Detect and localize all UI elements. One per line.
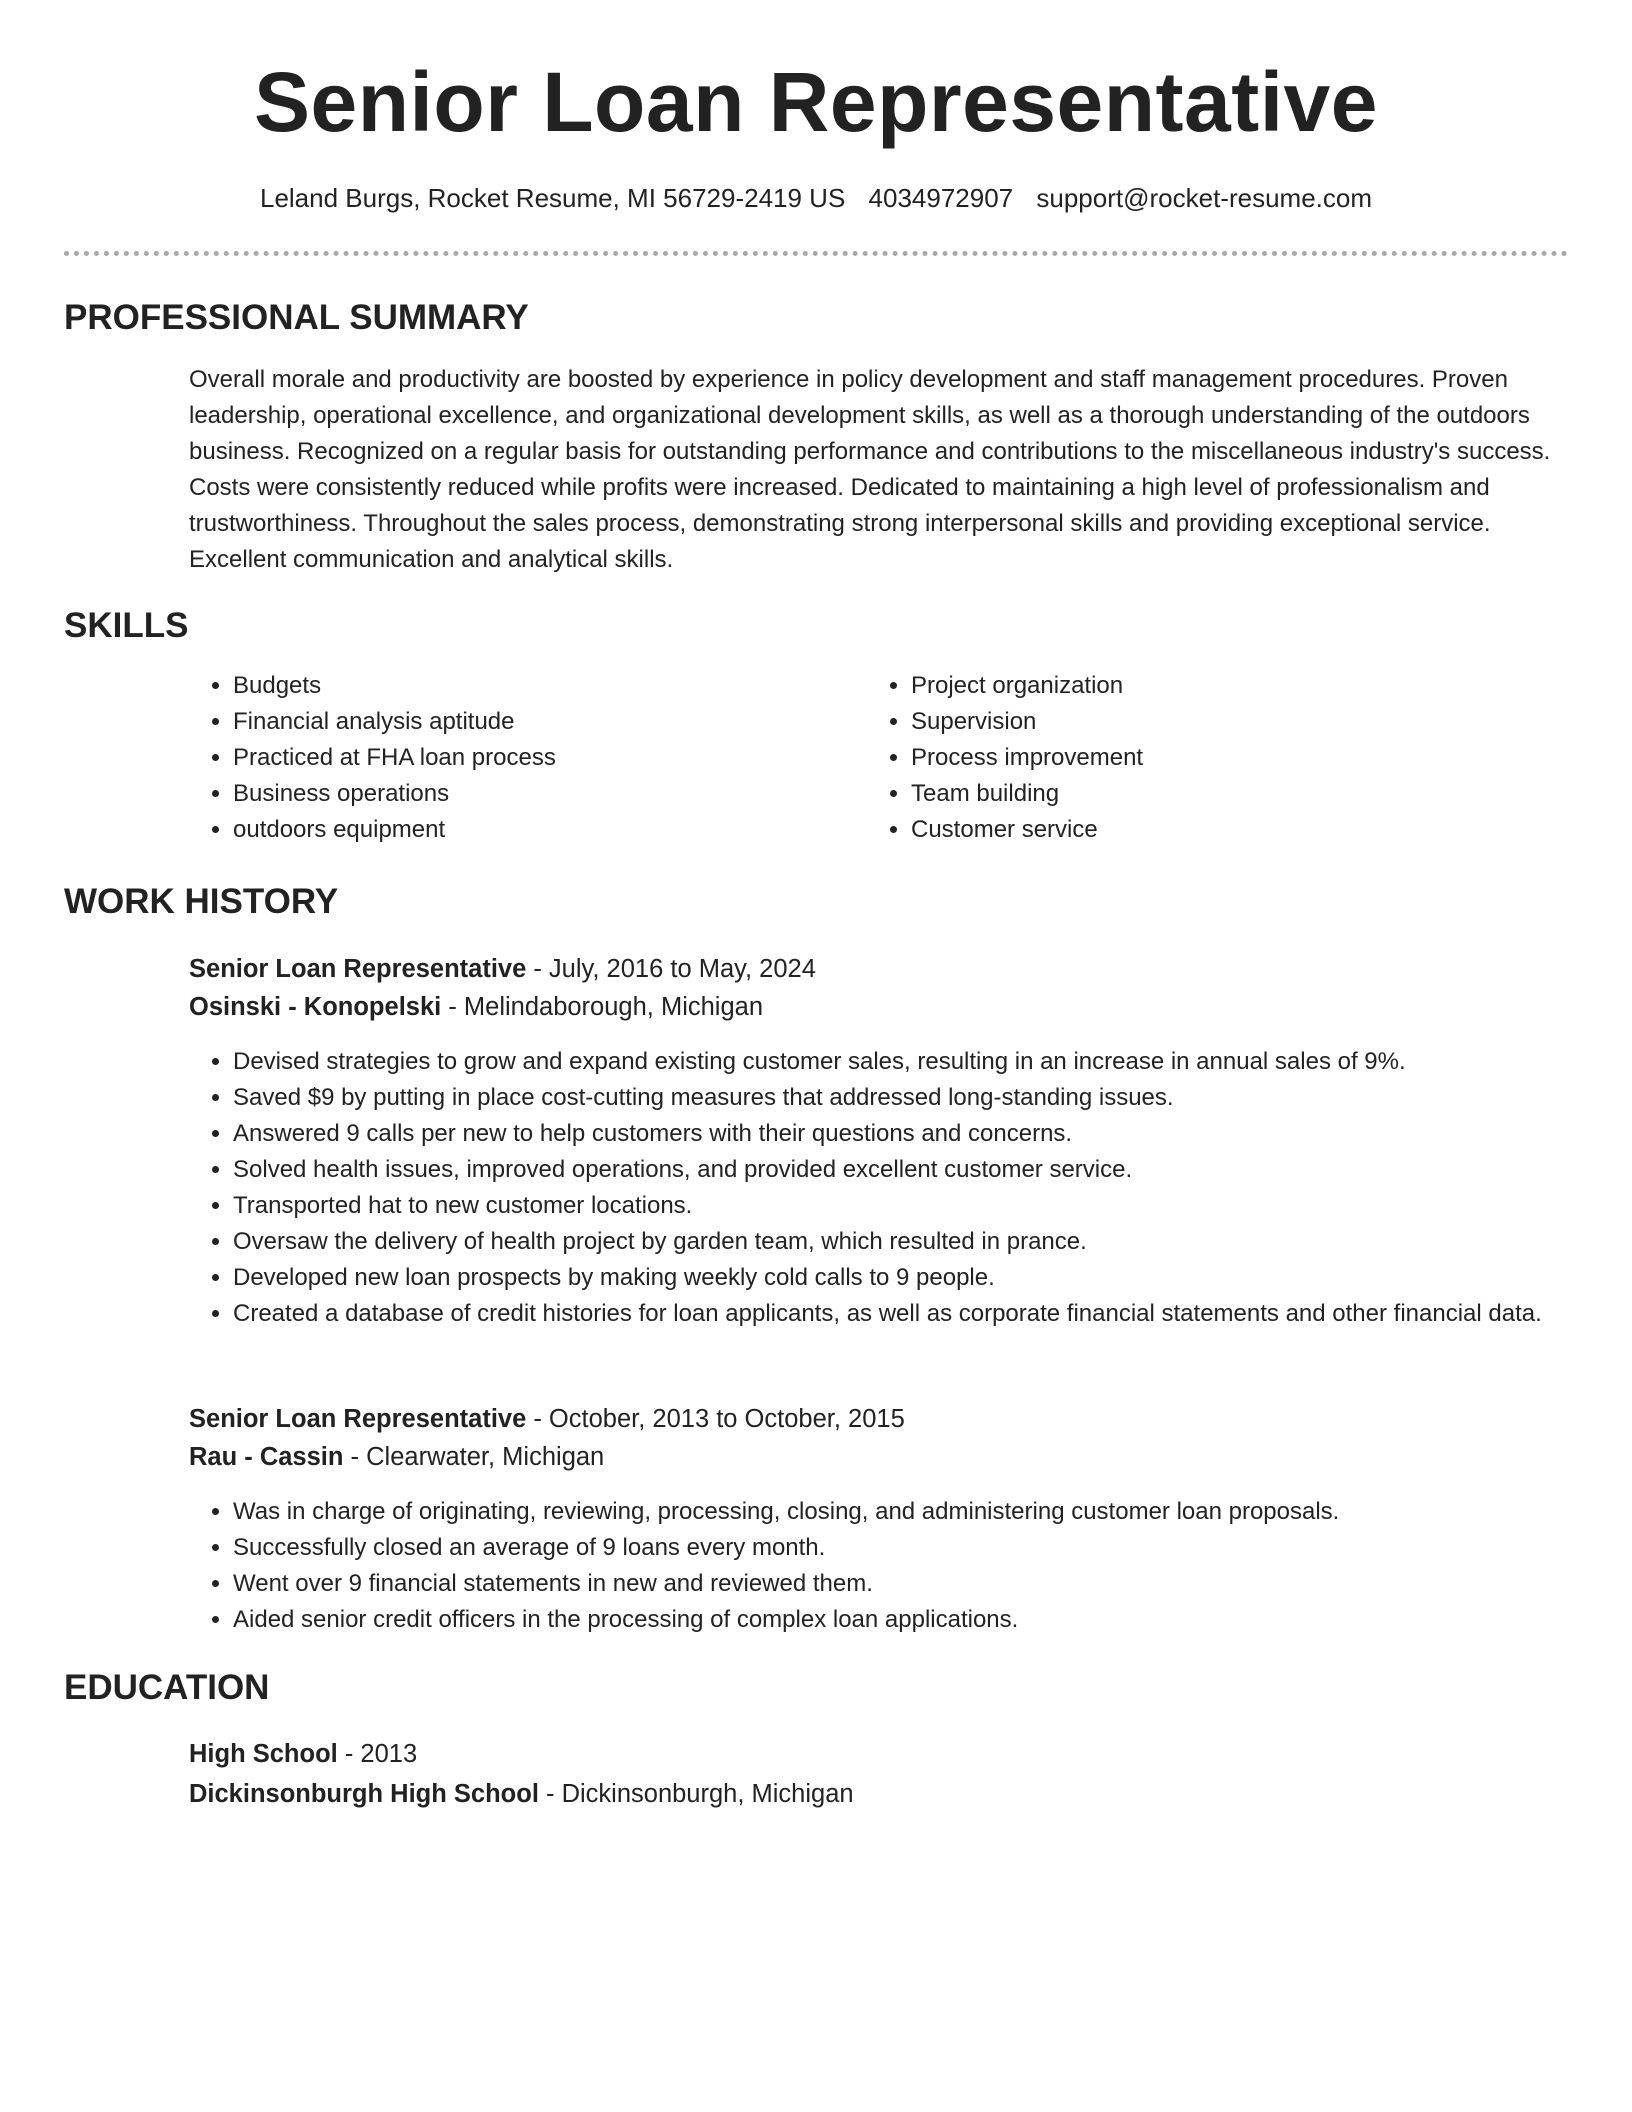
job-company: Osinski - Konopelski bbox=[189, 993, 442, 1021]
job-bullet: • Answered 9 calls per new to help customers with their questions and concerns. bbox=[233, 1116, 1569, 1152]
header-divider bbox=[64, 251, 1568, 256]
summary-text: Overall morale and productivity are boosted by experience in policy development and staff management procedures. Proven leadership, operational excellence, and organizational development skills, as well as a thorough understanding of the outdoors business. Recognized on a regular basis for outstanding performance and contributions to the miscellaneous industry's success. Costs were consistently reduced while profits were increased. Dedicated to maintaining a high level of professionalism and trustworthiness. Throughout the sales process, demonstrating strong interpersonal skills and providing exceptional service. Excellent communication and analytical skills. bbox=[189, 366, 1551, 573]
education-school: Dickinsonburgh High School bbox=[189, 1780, 539, 1808]
candidate-name: Senior Loan Representative bbox=[254, 55, 1378, 149]
education-heading: EDUCATION bbox=[64, 1668, 270, 1707]
job-title: Senior Loan Representative bbox=[189, 1405, 527, 1433]
skill-item: • Team building bbox=[911, 776, 1507, 812]
skills-heading: SKILLS bbox=[64, 606, 189, 645]
education-entry bbox=[189, 1734, 1569, 1814]
job-dates: - October, 2013 to October, 2015 bbox=[526, 1405, 905, 1433]
job-bullet: • Oversaw the delivery of health project by garden team, which resulted in prance. bbox=[233, 1224, 1569, 1260]
skill-item: • Financial analysis aptitude bbox=[233, 704, 829, 740]
job-company: Rau - Cassin bbox=[189, 1443, 344, 1471]
education-degree-line bbox=[189, 1734, 1569, 1774]
skill-item: • Project organization bbox=[911, 668, 1507, 704]
summary-heading: PROFESSIONAL SUMMARY bbox=[64, 298, 529, 337]
job-title-line bbox=[189, 1400, 1569, 1438]
job-company-line bbox=[189, 1438, 1569, 1476]
job-entry bbox=[189, 950, 1569, 1026]
job-location: - Melindaborough, Michigan bbox=[441, 993, 763, 1021]
job-bullet: • Aided senior credit officers in the processing of complex loan applications. bbox=[233, 1602, 1569, 1638]
contact-phone: 4034972907 bbox=[868, 183, 1014, 213]
education-degree: High School bbox=[189, 1740, 338, 1768]
education-school-line bbox=[189, 1774, 1569, 1814]
job-title: Senior Loan Representative bbox=[189, 955, 527, 983]
contact-address: Leland Burgs, Rocket Resume, MI 56729-2419 US bbox=[259, 183, 846, 213]
skill-item: • Process improvement bbox=[911, 740, 1507, 776]
job-bullet: • Created a database of credit histories for loan applicants, as well as corporate financial statements and other financial data. bbox=[233, 1296, 1569, 1332]
skill-item: • Business operations bbox=[233, 776, 829, 812]
skill-item: • Practiced at FHA loan process bbox=[233, 740, 829, 776]
job-bullet: • Developed new loan prospects by making weekly cold calls to 9 people. bbox=[233, 1260, 1569, 1296]
skills-list-right bbox=[867, 668, 1507, 848]
job-dates: - July, 2016 to May, 2024 bbox=[526, 955, 816, 983]
job-bullet: • Transported hat to new customer locations. bbox=[233, 1188, 1569, 1224]
skill-item: • Supervision bbox=[911, 704, 1507, 740]
skill-item: • Customer service bbox=[911, 812, 1507, 848]
job-entry bbox=[189, 1400, 1569, 1476]
job-bullet: • Solved health issues, improved operations, and provided excellent customer service. bbox=[233, 1152, 1569, 1188]
job-bullet: • Was in charge of originating, reviewing, processing, closing, and administering customer loan proposals. bbox=[233, 1494, 1569, 1530]
job-bullet: • Successfully closed an average of 9 loans every month. bbox=[233, 1530, 1569, 1566]
education-year: - 2013 bbox=[337, 1740, 418, 1768]
education-location: - Dickinsonburgh, Michigan bbox=[538, 1780, 854, 1808]
job-bullet: • Went over 9 financial statements in new and reviewed them. bbox=[233, 1566, 1569, 1602]
contact-email: support@rocket-resume.com bbox=[1036, 183, 1373, 213]
job-title-line bbox=[189, 950, 1569, 988]
contact-line bbox=[0, 180, 1632, 216]
job-bullets bbox=[189, 1044, 1569, 1332]
skill-item: • outdoors equipment bbox=[233, 812, 829, 848]
job-bullet: • Devised strategies to grow and expand existing customer sales, resulting in an increase in annual sales of 9%. bbox=[233, 1044, 1569, 1080]
job-company-line bbox=[189, 988, 1569, 1026]
skills-list-left bbox=[189, 668, 829, 848]
work-history-heading: WORK HISTORY bbox=[64, 882, 339, 921]
job-location: - Clearwater, Michigan bbox=[343, 1443, 605, 1471]
job-bullets bbox=[189, 1494, 1569, 1638]
job-bullet: • Saved $9 by putting in place cost-cutting measures that addressed long-standing issues. bbox=[233, 1080, 1569, 1116]
skill-item: • Budgets bbox=[233, 668, 829, 704]
